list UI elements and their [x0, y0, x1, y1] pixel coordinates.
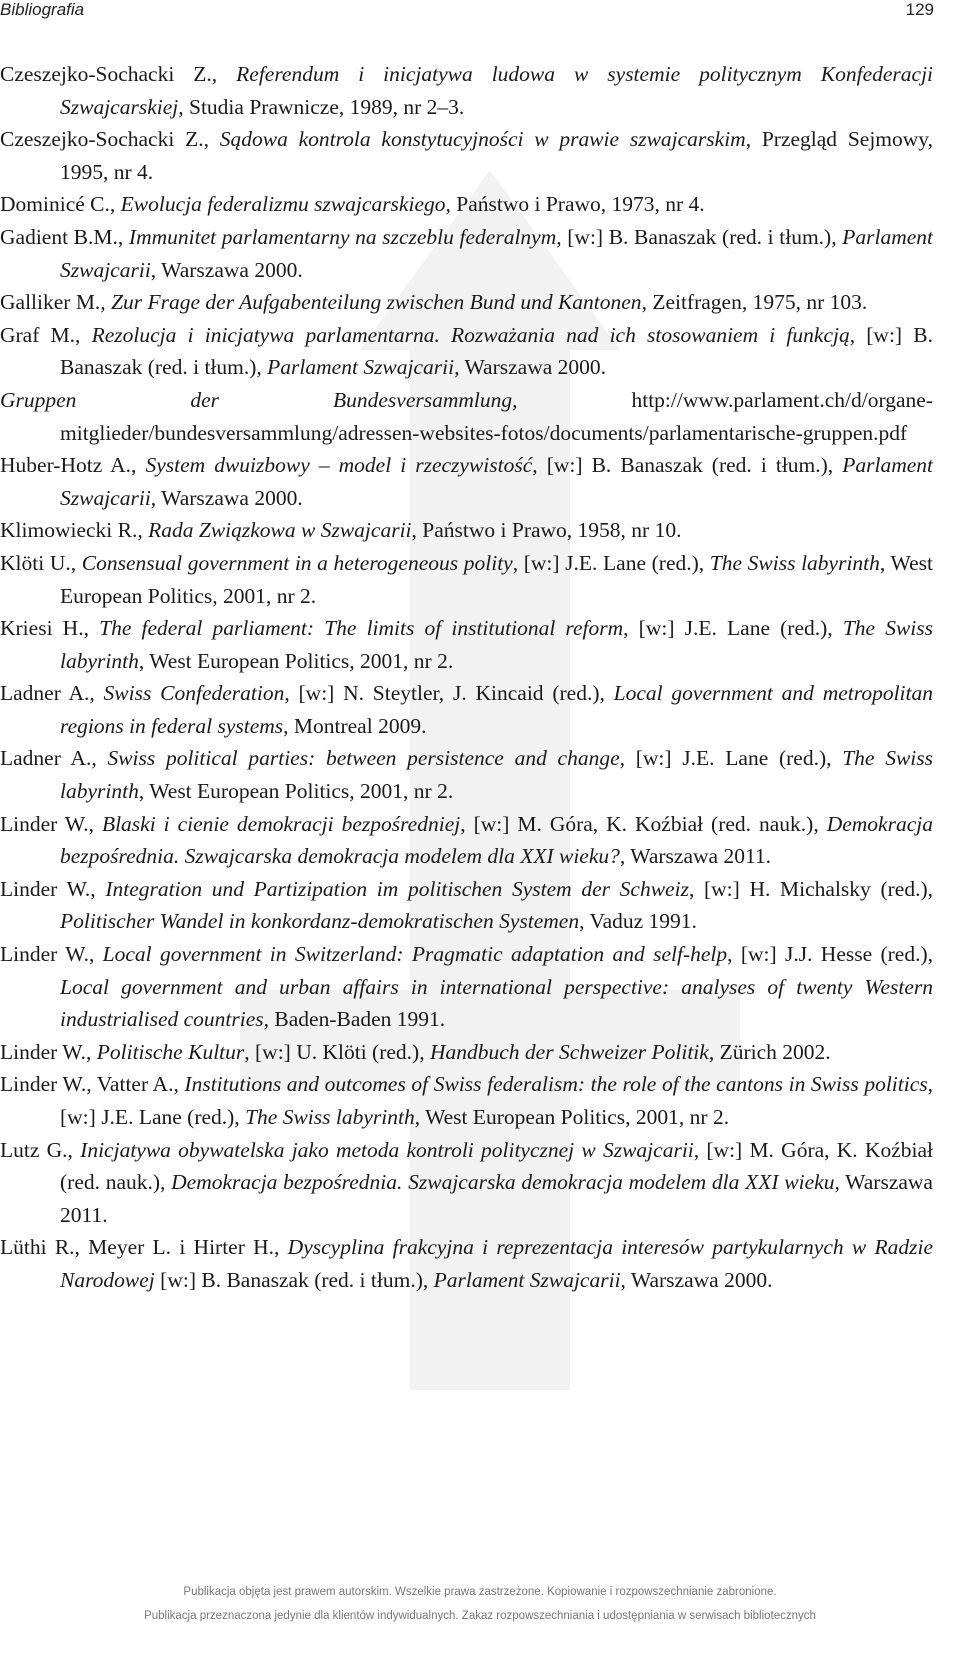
- entry-title-segment: Inicjatywa obywatelska jako metoda kontroli politycznej w Szwajcarii: [80, 1137, 694, 1162]
- entry-text-segment: , [w:] M. Góra, K. Koźbiał (red. nauk.),: [460, 811, 827, 836]
- entry-title-segment: The Swiss labyrinth: [60, 746, 933, 804]
- bibliography-entry: [0, 514, 933, 547]
- entry-text-segment: , Montreal 2009.: [283, 713, 427, 738]
- entry-text-segment: , West European Politics, 2001, nr 2.: [138, 648, 454, 673]
- entry-text-segment: , Warszawa 2011.: [619, 844, 772, 869]
- entry-text-segment: Linder W., Vatter A.,: [0, 1072, 185, 1097]
- entry-text-segment: Kriesi H.,: [0, 616, 100, 641]
- entry-text-segment: , [w:] B. Banaszak (red. i tłum.),: [532, 453, 843, 478]
- header-title: Bibliografia: [0, 0, 85, 19]
- entry-title-segment: Gruppen der Bundesversammlung,: [0, 387, 518, 412]
- entry-title-segment: System dwuizbowy – model i rzeczywistość: [145, 453, 533, 478]
- entry-text-segment: , Warszawa 2011.: [60, 1170, 933, 1227]
- bibliography-entry: [0, 873, 933, 938]
- running-header: [0, 0, 960, 22]
- entry-text-segment: Ladner A.,: [0, 681, 104, 706]
- entry-text-segment: Linder W.,: [0, 1039, 97, 1064]
- entry-title-segment: Blaski i cienie demokracji bezpośredniej: [101, 811, 461, 836]
- entry-text-segment: , Warszawa 2000.: [620, 1267, 773, 1292]
- entry-text-segment: , Państwo i Prawo, 1958, nr 10.: [411, 518, 682, 543]
- entry-text-segment: , [w:] J.J. Hesse (red.),: [727, 942, 934, 967]
- entry-text-segment: , [w:] J.E. Lane (red.),: [60, 1072, 933, 1129]
- bibliography-entry: [0, 742, 933, 807]
- entry-title-segment: Politischer Wandel in konkordanz-demokratischen Systemen: [60, 909, 580, 934]
- entry-title-segment: The Swiss labyrinth: [60, 616, 933, 673]
- entry-title-segment: Zur Frage der Aufgabenteilung zwischen Bund und Kantonen: [111, 290, 642, 315]
- entry-title-segment: Local government in Switzerland: Pragmatic adaptation and self-help: [102, 942, 728, 967]
- entry-text-segment: , Baden-Baden 1991.: [263, 1007, 446, 1032]
- entry-title-segment: Referendum i inicjatywa ludowa w systemie politycznym Konfederacji Szwajcarskiej: [60, 62, 934, 119]
- entry-text-segment: , Vaduz 1991.: [579, 909, 697, 934]
- distribution-notice: Publikacja przeznaczona jedynie dla klientów indywidualnych. Zakaz rozpowszechniania i udostępniania w serwisach bibliotecznych: [144, 1610, 816, 1622]
- entry-title-segment: Institutions and outcomes of Swiss federalism: the role of the cantons in Swiss politics: [184, 1072, 928, 1097]
- entry-title-segment: The Swiss labyrinth: [709, 550, 880, 575]
- entry-text-segment: , [w:] B. Banaszak (red. i tłum.),: [556, 224, 843, 249]
- entry-title-segment: Local government and urban affairs in international perspective: analyses of twenty Western industrialised countries: [60, 974, 933, 1032]
- entry-text-segment: , [w:] B. Banaszak (red. i tłum.),: [60, 322, 933, 380]
- entry-text-segment: Lüthi R., Meyer L. i Hirter H.,: [0, 1235, 288, 1260]
- entry-text-segment: , Zürich 2002.: [708, 1039, 831, 1064]
- bibliography-entry: [0, 123, 933, 188]
- entry-text-segment: , West European Politics, 2001, nr 2.: [414, 1105, 730, 1129]
- bibliography-entry: [0, 286, 933, 319]
- entry-text-segment: , [w:] N. Steytler, J. Kincaid (red.),: [284, 681, 614, 706]
- entry-text-segment: Lutz G.,: [0, 1137, 81, 1162]
- entry-text-segment: Galliker M.,: [0, 290, 112, 315]
- entry-title-segment: Integration und Partizipation im politischen System der Schweiz: [105, 876, 689, 901]
- bibliography-entry: [0, 1068, 933, 1133]
- entry-text-segment: , [w:] U. Klöti (red.),: [244, 1039, 430, 1064]
- entry-text-segment: , West European Politics, 2001, nr 2.: [60, 550, 933, 608]
- entry-title-segment: Ewolucja federalizmu szwajcarskiego: [120, 192, 446, 217]
- entry-title-segment: Rada Związkowa w Szwajcarii: [148, 518, 412, 543]
- entry-title-segment: Dyscyplina frakcyjna i reprezentacja interesów partykularnych w Radzie Narodowej: [60, 1235, 933, 1292]
- copyright-notice: Publikacja objęta jest prawem autorskim. Wszelkie prawa zastrzeżone. Kopiowanie i rozpowszechnianie zabronione.: [183, 1586, 777, 1598]
- bibliography-entry: [0, 384, 933, 449]
- entry-text-segment: Linder W.,: [0, 942, 103, 967]
- bibliography-entry: [0, 808, 933, 873]
- entry-text-segment: , Zeitfragen, 1975, nr 103.: [641, 290, 868, 315]
- entry-title-segment: The federal parliament: The limits of institutional reform: [99, 616, 624, 641]
- bibliography-entry: [0, 938, 933, 1036]
- entry-title-segment: Parlament Szwajcarii: [60, 453, 934, 510]
- entry-text-segment: Czeszejko-Sochacki Z.,: [0, 127, 220, 152]
- entry-text-segment: [w:] B. Banaszak (red. i tłum.),: [154, 1267, 434, 1292]
- bibliography-entry: [0, 221, 933, 286]
- entry-text-segment: , Warszawa 2000.: [150, 257, 303, 282]
- entry-text-segment: Huber-Hotz A.,: [0, 453, 146, 478]
- bibliography-entry: [0, 449, 933, 514]
- entry-text-segment: , [w:] J.E. Lane (red.),: [623, 616, 843, 641]
- entry-title-segment: Demokracja bezpośrednia. Szwajcarska demokracja modelem dla XXI wieku?: [60, 811, 933, 869]
- entry-title-segment: Handbuch der Schweizer Politik: [429, 1039, 709, 1064]
- entry-text-segment: , Studia Prawnicze, 1989, nr 2–3.: [178, 94, 465, 119]
- entry-title-segment: Local government and metropolitan regions in federal systems: [60, 681, 933, 738]
- entry-text-segment: Dominicé C.,: [0, 192, 121, 217]
- entry-text-segment: , Warszawa 2000.: [150, 485, 303, 510]
- entry-text-segment: Klimowiecki R.,: [0, 518, 149, 543]
- entry-text-segment: , West European Politics, 2001, nr 2.: [138, 779, 454, 804]
- entry-text-segment: Gadient B.M.,: [0, 224, 129, 249]
- entry-title-segment: Swiss political parties: between persistence and change: [107, 746, 620, 771]
- entry-text-segment: , [w:] J.E. Lane (red.),: [619, 746, 843, 771]
- entry-text-segment: , Warszawa 2000.: [454, 355, 607, 380]
- entry-text-segment: Linder W.,: [0, 811, 102, 836]
- bibliography-entry: [0, 1231, 933, 1296]
- entry-text-segment: , Przegląd Sejmowy, 1995, nr 4.: [60, 127, 934, 184]
- bibliography-list: [0, 58, 933, 1297]
- bibliography-entry: [0, 319, 933, 384]
- entry-title-segment: Sądowa kontrola konstytucyjności w prawie szwajcarskim: [219, 127, 746, 152]
- entry-title-segment: Parlament Szwajcarii: [433, 1267, 621, 1292]
- entry-title-segment: The Swiss labyrinth: [245, 1105, 415, 1129]
- entry-title-segment: Immunitet parlamentarny na szczeblu federalnym: [128, 224, 557, 249]
- entry-title-segment: Parlament Szwajcarii: [267, 355, 455, 380]
- bibliography-entry: [0, 677, 933, 742]
- page-number: 129: [905, 0, 934, 19]
- entry-text-segment: Graf M.,: [0, 322, 92, 347]
- entry-text-segment: http://www.parlament.ch/d/organe-mitglieder/bundesversammlung/adressen-websites-fotos/documents/parlamentarische-gruppen.pdf: [60, 387, 933, 445]
- entry-text-segment: Linder W.,: [0, 876, 106, 901]
- entry-title-segment: Politische Kultur: [96, 1039, 245, 1064]
- entry-text-segment: Klöti U.,: [0, 550, 82, 575]
- entry-text-segment: , Państwo i Prawo, 1973, nr 4.: [445, 192, 705, 217]
- bibliography-entry: [0, 612, 933, 677]
- bibliography-entry: [0, 1134, 933, 1232]
- entry-text-segment: , [w:] M. Góra, K. Koźbiał (red. nauk.),: [60, 1137, 933, 1195]
- bibliography-entry: [0, 188, 933, 221]
- entry-text-segment: , [w:] J.E. Lane (red.),: [512, 550, 710, 575]
- bibliography-entry: [0, 547, 933, 612]
- bibliography-entry: [0, 58, 933, 123]
- entry-title-segment: Swiss Confederation: [103, 681, 285, 706]
- entry-text-segment: Ladner A.,: [0, 746, 108, 771]
- entry-title-segment: Demokracja bezpośrednia. Szwajcarska demokracja modelem dla XXI wieku: [171, 1170, 835, 1195]
- entry-title-segment: Parlament Szwajcarii: [60, 224, 933, 282]
- entry-text-segment: Czeszejko-Sochacki Z.,: [0, 62, 237, 86]
- bibliography-entry: [0, 1036, 933, 1069]
- entry-title-segment: Rezolucja i inicjatywa parlamentarna. Rozważania nad ich stosowaniem i funkcją: [91, 322, 850, 347]
- entry-title-segment: Consensual government in a heterogeneous polity: [81, 550, 513, 575]
- entry-text-segment: , [w:] H. Michalsky (red.),: [688, 876, 933, 901]
